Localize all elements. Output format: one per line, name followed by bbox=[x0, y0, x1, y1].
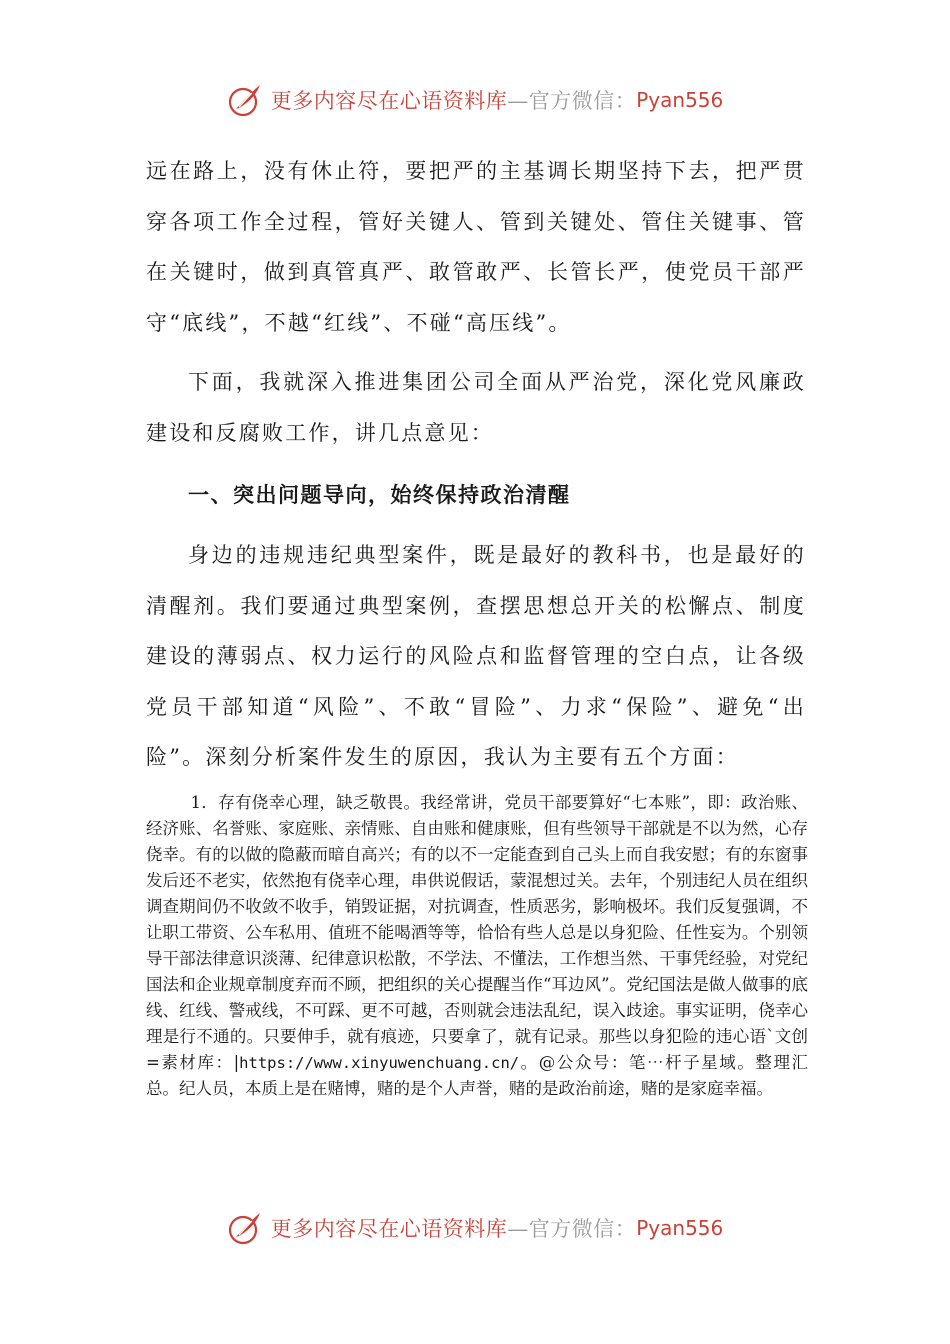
paragraph-continuation: 远在路上，没有休止符，要把严的主基调长期坚持下去，把严贯穿各项工作全过程，管好关键人、管到关键处、管住关键事、管在关键时，做到真管真严、敢管敢严、长管长严，使党员干部严守“底线”，不越“红线”、不碰“高压线”。 bbox=[146, 159, 806, 335]
paragraph-reason-1 bbox=[146, 790, 808, 1102]
banner-main-text: 更多内容尽在心语资料库 bbox=[270, 1217, 508, 1241]
banner-sub-text: —官方微信： bbox=[507, 1217, 637, 1241]
banner-sub-text: —官方微信： bbox=[507, 89, 637, 113]
watermark-banner-top bbox=[0, 82, 950, 118]
banner-wechat-id: Pyan556 bbox=[636, 1216, 724, 1240]
banner-wechat-id: Pyan556 bbox=[636, 88, 724, 112]
paragraph-cases: 身边的违规违纪典型案件，既是最好的教科书，也是最好的清醒剂。我们要通过典型案例，查摆思想总开关的松懈点、制度建设的薄弱点、权力运行的风险点和监督管理的空白点，让各级党员干部知道“风险”、不敢“冒险”、力求“保险”、避免“出险”。深刻分析案件发生的原因，我认为主要有五个方面： bbox=[146, 543, 806, 769]
paragraph-intro: 下面，我就深入推进集团公司全面从严治党，深化党风廉政建设和反腐败工作，讲几点意见： bbox=[146, 370, 806, 445]
quill-pen-circle-icon bbox=[227, 82, 263, 118]
quill-pen-circle-icon bbox=[227, 1210, 263, 1246]
reason-1-text-part2: 。@公众号：笔⋯杆子星域。整理汇总。纪人员，本质上是在赌博，赌的是个人声誉，赌的是政治前途，赌的是家庭幸福。 bbox=[146, 1053, 808, 1098]
reason-1-text-part1: 1．存有侥幸心理，缺乏敬畏。我经常讲，党员干部要算好“七本账”，即：政治账、经济账、名誉账、家庭账、亲情账、自由账和健康账，但有些领导干部就是不以为然，心存侥幸。有的以做的隐蔽而暗自高兴；有的以不一定能查到自己头上而自我安慰；有的东窗事发后还不老实，依然抱有侥幸心理，串供说假话，蒙混想过关。去年，个别违纪人员在组织调查期间仍不收敛不收手，销毁证据，对抗调查，性质恶劣，影响极坏。我们反复强调，不让职工带资、公车私用、值班不能喝酒等等，恰恰有些人总是以身犯险、任性妄为。个别领导干部法律意识淡薄、纪律意识松散，不学法、不懂法，工作想当然、干事凭经验，对党纪国法和企业规章制度弃而不顾，把组织的关心提醒当作“耳边风”。党纪国法是做人做事的底线、红线、警戒线，不可踩、更不可越，否则就会违法乱纪，误入歧途。事实证明，侥幸心理是行不通的。只要伸手，就有痕迹，只要拿了，就有记录。那些以身犯险的违心语`文创=素材库：| bbox=[146, 793, 808, 1072]
banner-main-text: 更多内容尽在心语资料库 bbox=[270, 89, 508, 113]
watermark-banner-bottom bbox=[0, 1210, 950, 1246]
reason-1-url: https://www.xinyuwenchuang.cn/ bbox=[239, 1054, 520, 1072]
section-heading: 一、突出问题导向，始终保持政治清醒 bbox=[188, 483, 571, 507]
